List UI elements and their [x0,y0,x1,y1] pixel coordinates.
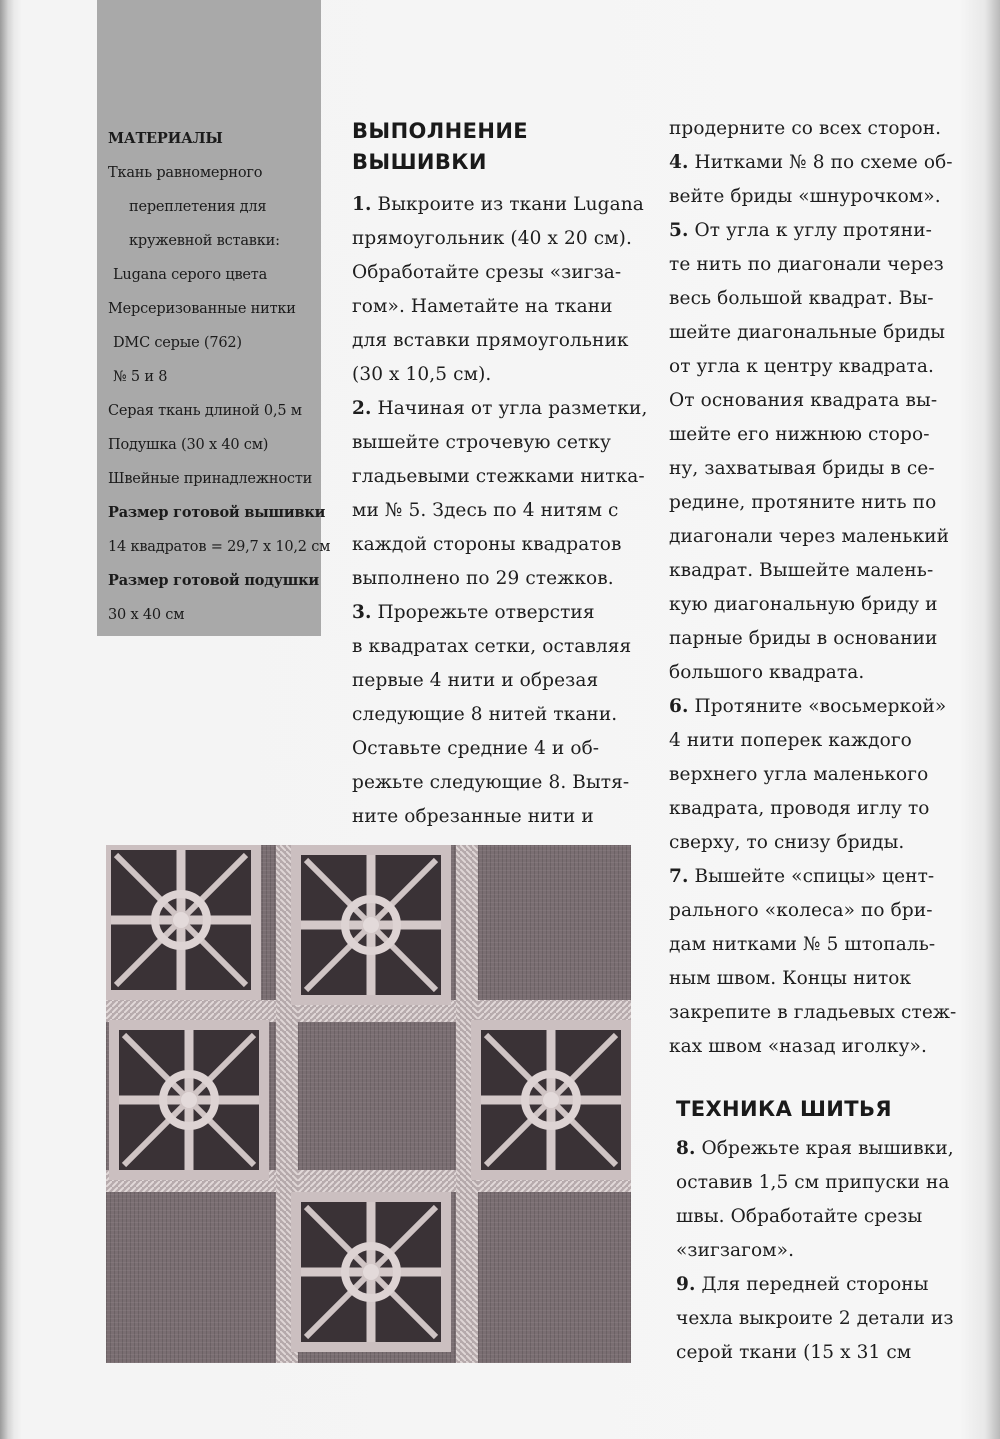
instructions-text [352,188,647,834]
embroidery-photo [106,845,631,1363]
text-line [669,826,956,860]
step-text: ну, захватывая бриды в се- [669,458,935,479]
step-text: От угла к углу протяни- [688,220,932,241]
step-text: швы. Обработайте срезы [676,1206,923,1227]
text-line [352,358,647,392]
step-text: вышейте строчевую сетку [352,432,612,453]
step-text: шейте его нижнюю сторо- [669,424,930,445]
text-line [669,894,956,928]
text-line [669,554,956,588]
step-text: в квадратах сетки, оставляя [352,636,632,657]
step-text: От основания квадрата вы- [669,390,938,411]
text-line [352,698,647,732]
step-text: каждой стороны квадратов [352,534,622,555]
text-line [352,426,647,460]
text-line [669,758,956,792]
text-line [676,1200,954,1234]
text-line [669,792,956,826]
step-text: следующие 8 нитей ткани. [352,704,618,725]
materials-line: МАТЕРИАЛЫ [108,130,223,147]
text-line [352,732,647,766]
step-text: вейте бриды «шнурочком». [669,186,941,207]
text-line [669,486,956,520]
text-line [352,324,647,358]
page-gutter [0,0,14,1439]
step-text: Обработайте срезы «зигза- [352,262,622,283]
text-line [676,1268,954,1302]
step-number: 1. [352,194,372,215]
text-line [352,800,647,834]
step-text: 4 нити поперек каждого [669,730,912,751]
text-line [352,188,647,222]
materials-line: Швейные принадлежности [108,471,313,487]
text-line [669,180,956,214]
text-line [676,1166,954,1200]
lace-square-left [114,1025,264,1175]
text-line [669,282,956,316]
step-text: Выкроите из ткани Lugana [371,194,644,215]
step-text: продерните со всех сторон. [669,118,942,139]
materials-line: Серая ткань длиной 0,5 м [108,403,302,419]
heading-line: ВЫПОЛНЕНИЕ [352,119,529,143]
text-line [669,724,956,758]
step-text: «зигзагом». [676,1240,795,1261]
step-text: большого квадрата. [669,662,865,683]
text-line [352,290,647,324]
heading-line: ВЫШИВКИ [352,150,487,174]
materials-line: Подушка (30 х 40 см) [108,437,269,453]
step-text: закрепите в гладьевых стеж- [669,1002,957,1023]
text-line [669,316,956,350]
step-text: серой ткани (15 х 31 см [676,1342,912,1363]
text-line [676,1302,954,1336]
materials-line: № 5 и 8 [113,369,168,385]
step-text: чехла выкроите 2 детали из [676,1308,954,1329]
lace-square-top [296,850,446,1000]
lace-square [106,845,256,995]
step-text: для вставки прямоугольник [352,330,629,351]
text-line [352,766,647,800]
text-line [669,520,956,554]
text-line [669,214,956,248]
step-text: режьте следующие 8. Вытя- [352,772,630,793]
materials-line: DMC серые (762) [113,335,242,351]
text-line [669,146,956,180]
section-heading-sewing: ТЕХНИКА ШИТЬЯ [676,1097,892,1121]
step-text: шейте диагональные бриды [669,322,946,343]
text-line [676,1132,954,1166]
text-line [669,622,956,656]
text-line [676,1336,954,1370]
step-text: гладьевыми стежками нитка- [352,466,645,487]
materials-line: 30 х 40 см [108,607,185,623]
text-line [669,248,956,282]
step-number: 2. [352,398,372,419]
materials-box [97,0,331,636]
text-line [352,460,647,494]
lace-square-bottom [296,1197,446,1347]
text-line [352,392,647,426]
text-line [352,630,647,664]
step-text: Обрежьте края вышивки, [695,1138,954,1159]
text-line [669,588,956,622]
text-line [669,112,956,146]
text-line [352,494,647,528]
text-line [669,656,956,690]
step-text: ках швом «назад иголку». [669,1036,927,1057]
text-line [669,1030,956,1064]
step-number: 3. [352,602,372,623]
step-number: 7. [669,866,689,887]
materials-line: Мерсеризованные нитки [108,301,296,317]
step-text: прямоугольник (40 х 20 см). [352,228,632,249]
step-text: диагонали через маленький [669,526,950,547]
text-line [669,860,956,894]
step-text: Прорежьте отверстия [371,602,595,623]
step-text: Вышейте «спицы» цент- [688,866,935,887]
step-text: парные бриды в основании [669,628,938,649]
step-text: оставив 1,5 см припуски на [676,1172,950,1193]
materials-line: переплетения для [129,199,267,215]
materials-line: кружевной вставки: [129,233,280,249]
text-line [352,256,647,290]
text-line [669,996,956,1030]
step-text: (30 х 10,5 см). [352,364,492,385]
step-text: Протяните «восьмеркой» [688,696,947,717]
step-text: Нитками № 8 по схеме об- [688,152,953,173]
section-heading-embroidery [352,116,647,178]
step-text: квадрата, проводя иглу то [669,798,930,819]
lace-pattern-illustration [106,845,631,1363]
step-text: от угла к центру квадрата. [669,356,934,377]
step-text: рального «колеса» по бри- [669,900,933,921]
instructions-column-2 [669,112,956,1064]
instructions-text [669,112,956,1064]
step-text: ните обрезанные нити и [352,806,594,827]
text-line [669,418,956,452]
step-text: Оставьте средние 4 и об- [352,738,600,759]
text-line [669,350,956,384]
instructions-column-1 [352,116,647,834]
step-number: 8. [676,1138,696,1159]
materials-line: 14 квадратов = 29,7 х 10,2 см [108,539,331,555]
step-number: 6. [669,696,689,717]
text-line [669,962,956,996]
step-text: ми № 5. Здесь по 4 нитям с [352,500,619,521]
step-text: те нить по диагонали через [669,254,944,275]
text-line [669,928,956,962]
text-line [669,452,956,486]
step-text: квадрат. Вышейте малень- [669,560,934,581]
text-line [669,690,956,724]
step-text: кую диагональную бриду и [669,594,938,615]
text-line [669,384,956,418]
step-text: Для передней стороны [695,1274,929,1295]
step-text: верхнего угла маленького [669,764,929,785]
step-number: 9. [676,1274,696,1295]
step-text: первые 4 нити и обрезая [352,670,599,691]
step-number: 5. [669,220,689,241]
step-text: дам нитками № 5 штопаль- [669,934,936,955]
step-text: выполнено по 29 стежков. [352,568,614,589]
text-line [352,596,647,630]
text-line [352,664,647,698]
instructions-text [676,1132,954,1370]
lace-square-right [476,1025,626,1175]
step-text: сверху, то снизу бриды. [669,832,905,853]
step-text: Начиная от угла разметки, [371,398,648,419]
materials-line: Размер готовой вышивки [108,504,326,521]
step-text: гом». Наметайте на ткани [352,296,613,317]
text-line [352,562,647,596]
materials-line: Размер готовой подушки [108,572,319,589]
step-text: редине, протяните нить по [669,492,937,513]
step-text: весь большой квадрат. Вы- [669,288,934,309]
text-line [352,528,647,562]
text-line [352,222,647,256]
instructions-column-3 [676,1132,954,1370]
step-text: ным швом. Концы ниток [669,968,912,989]
materials-line: Ткань равномерного [108,165,263,181]
materials-line: Lugana серого цвета [113,267,268,283]
step-number: 4. [669,152,689,173]
text-line [676,1234,954,1268]
